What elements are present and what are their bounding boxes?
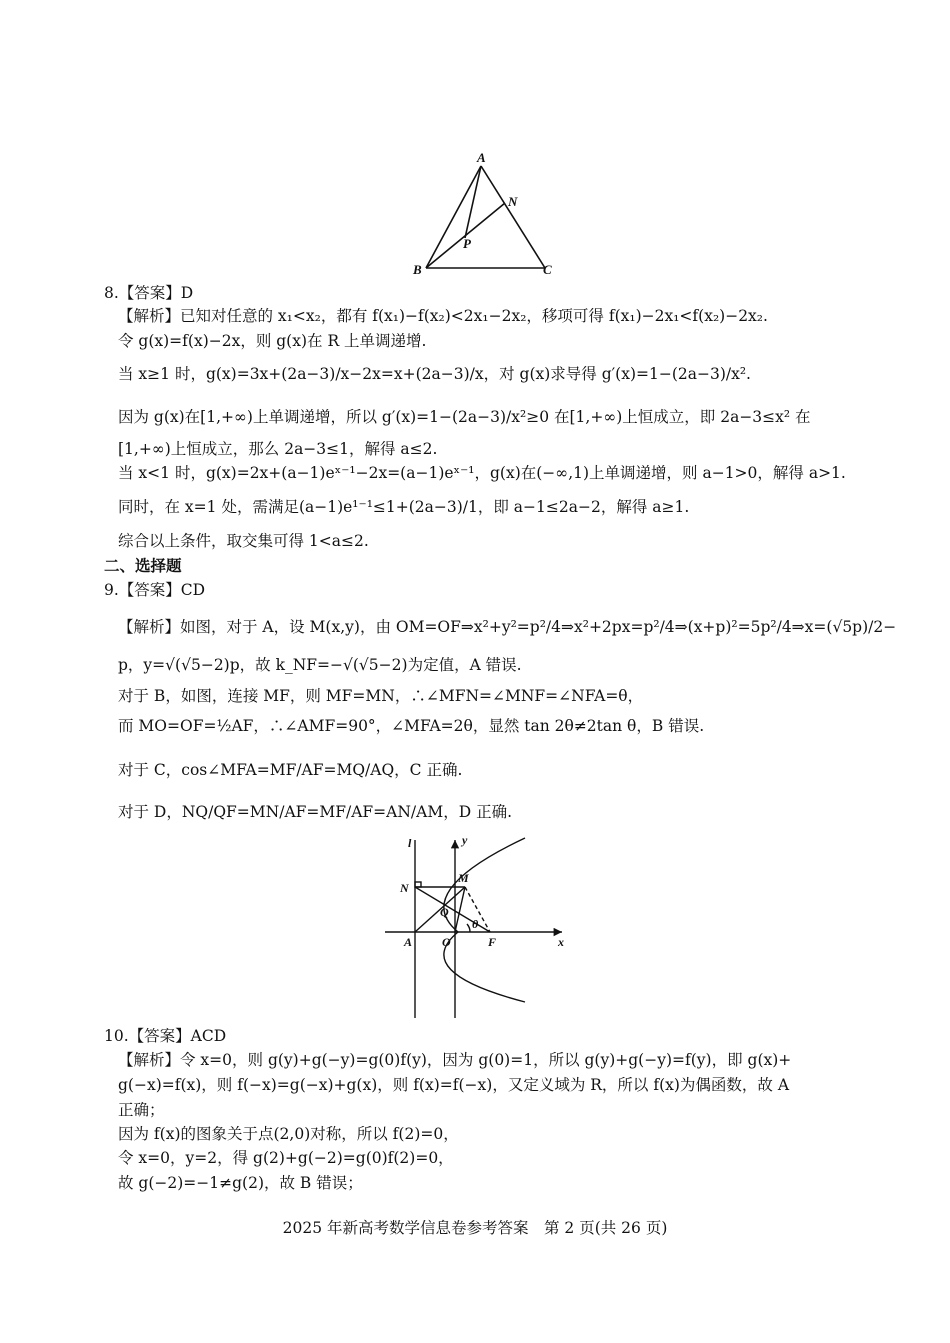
label-x: x [558, 935, 564, 949]
parabola-figure [380, 832, 580, 1024]
label-C: C [543, 262, 552, 277]
q9-line-6: 对于 D，NQ/QF=MN/AF=MF/AF=AN/AM，D 正确. [118, 803, 512, 821]
q10-line-1: 【解析】令 x=0，则 g(y)+g(−y)=g(0)f(y)，因为 g(0)=1，所以 g(y)+g(−y)=f(y)，即 g(x)+ [118, 1051, 792, 1069]
q8-line-8: 综合以上条件，取交集可得 1<a≤2. [118, 532, 369, 550]
q8-line-7: 同时，在 x=1 处，需满足(a−1)e¹⁻¹≤1+(2a−3)/1，即 a−1≤2a−2，解得 a≥1. [118, 498, 690, 516]
label-Q: Q [440, 905, 449, 919]
q8-line-4: 因为 g(x)在[1,+∞)上单调递增，所以 g′(x)=1−(2a−3)/x²≥0 在[1,+∞)上恒成立，即 2a−3≤x² 在 [118, 408, 811, 426]
triangle-figure [405, 150, 565, 280]
q10-line-4: 因为 f(x)的图象关于点(2,0)对称，所以 f(2)=0， [118, 1125, 459, 1143]
q9-line-1: 【解析】如图，对于 A，设 M(x,y)，由 OM=OF⇒x²+y²=p²/4⇒x²+2px=p²/4⇒(x+p)²=5p²/4⇒x=(√5p)/2− [118, 618, 897, 636]
q10-line-2: g(−x)=f(x)，则 f(−x)=g(−x)+g(x)，则 f(x)=f(−x)，又定义域为 R，所以 f(x)为偶函数，故 A [118, 1076, 790, 1094]
label-M: M [458, 871, 469, 885]
label-A2: A [404, 935, 413, 949]
q9-line-3: 对于 B，如图，连接 MF，则 MF=MN，∴∠MFN=∠MNF=∠NFA=θ， [118, 687, 644, 705]
label-O: O [442, 935, 451, 949]
section-title: 二、选择题 [104, 556, 182, 575]
q10-answer: 10.【答案】ACD [104, 1027, 227, 1045]
label-l: l [408, 836, 412, 850]
page-footer: 2025 年新高考数学信息卷参考答案 第 2 页(共 26 页) [282, 1219, 668, 1237]
label-B: B [413, 262, 422, 277]
label-y: y [462, 833, 468, 847]
q9-line-5: 对于 C，cos∠MFA=MF/AF=MQ/AQ，C 正确. [118, 761, 463, 779]
q8-line-2: 令 g(x)=f(x)−2x，则 g(x)在 R 上单调递增. [118, 332, 427, 350]
q10-line-3: 正确； [118, 1101, 165, 1119]
q8-line-1: 【解析】已知对任意的 x₁<x₂，都有 f(x₁)−f(x₂)<2x₁−2x₂，移项可得 f(x₁)−2x₁<f(x₂)−2x₂. [118, 307, 768, 325]
label-N: N [508, 194, 518, 209]
q9-line-4: 而 MO=OF=½AF，∴∠AMF=90°，∠MFA=2θ，显然 tan 2θ≠2tan θ，B 错误. [118, 717, 705, 735]
q8-line-5: [1,+∞)上恒成立，那么 2a−3≤1，解得 a≤2. [118, 440, 438, 458]
label-A: A [477, 150, 486, 165]
label-P: P [463, 236, 471, 251]
q8-line-6: 当 x<1 时，g(x)=2x+(a−1)eˣ⁻¹−2x=(a−1)eˣ⁻¹，g(x)在(−∞,1)上单调递增，则 a−1>0，解得 a>1. [118, 464, 846, 482]
q10-line-5: 令 x=0，y=2，得 g(2)+g(−2)=g(0)f(2)=0， [118, 1149, 454, 1167]
label-F: F [488, 935, 497, 949]
label-theta: θ [472, 917, 479, 931]
q8-answer: 8.【答案】D [104, 284, 194, 302]
q10-line-6: 故 g(−2)=−1≠g(2)，故 B 错误； [118, 1174, 363, 1192]
q9-line-2: p，y=√(√5−2)p，故 k_NF=−√(√5−2)为定值，A 错误. [118, 656, 522, 674]
q8-line-3: 当 x≥1 时，g(x)=3x+(2a−3)/x−2x=x+(2a−3)/x，对 g(x)求导得 g′(x)=1−(2a−3)/x². [118, 365, 751, 383]
q9-answer: 9.【答案】CD [104, 581, 206, 599]
label-N2: N [400, 881, 409, 895]
